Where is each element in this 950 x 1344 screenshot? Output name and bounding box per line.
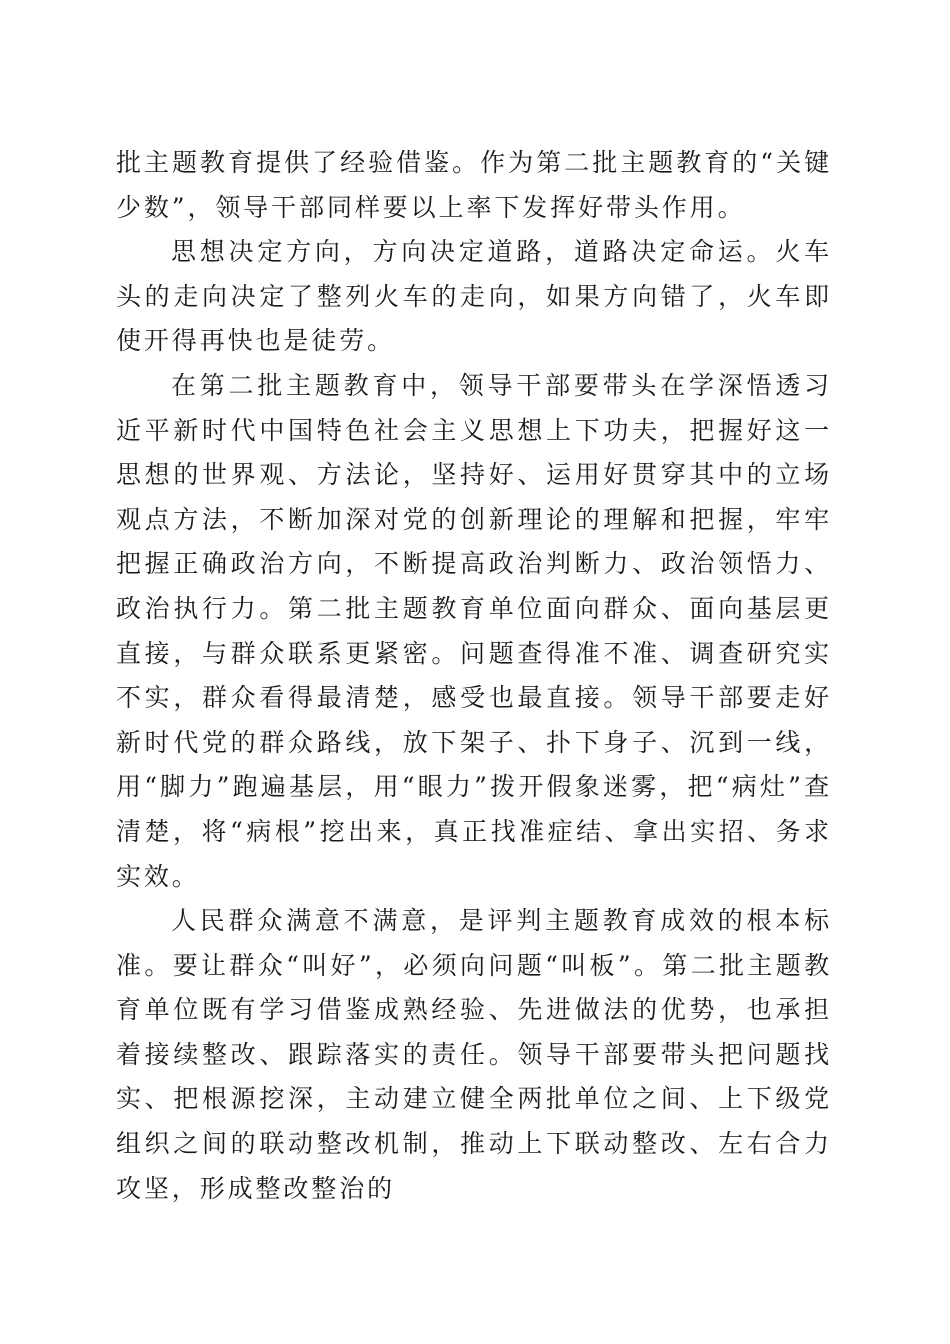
paragraph-1: 批主题教育提供了经验借鉴。作为第二批主题教育的“关键少数”，领导干部同样要以上率下发挥好带头作用。 — [116, 148, 832, 222]
paragraph-3: 在第二批主题教育中，领导干部要带头在学深悟透习近平新时代中国特色社会主义思想上下功夫，把握好这一思想的世界观、方法论，坚持好、运用好贯穿其中的立场观点方法，不断加深对党的创新理论的理解和把握，牢牢把握正确政治方向，不断提高政治判断力、政治领悟力、政治执行力。第二批主题教育单位面向群众、面向基层更直接，与群众联系更紧密。问题查得准不准、调查研究实不实，群众看得最清楚，感受也最直接。领导干部要走好新时代党的群众路线，放下架子、扑下身子、沉到一线，用“脚力”跑遍基层，用“眼力”拨开假象迷雾，把“病灶”查清楚，将“病根”挖出来，真正找准症结、拿出实招、务求实效。 — [116, 370, 832, 891]
paragraph-2: 思想决定方向，方向决定道路，道路决定命运。火车头的走向决定了整列火车的走向，如果方向错了，火车即使开得再快也是徒劳。 — [116, 237, 832, 356]
paragraph-4: 人民群众满意不满意，是评判主题教育成效的根本标准。要让群众“叫好”，必须向问题“叫板”。第二批主题教育单位既有学习借鉴成熟经验、先进做法的优势，也承担着接续整改、跟踪落实的责任。领导干部要带头把问题找实、把根源挖深，主动建立健全两批单位之间、上下级党组织之间的联动整改机制，推动上下联动整改、左右合力攻坚，形成整改整治的 — [116, 906, 832, 1203]
document-body — [116, 141, 832, 1211]
